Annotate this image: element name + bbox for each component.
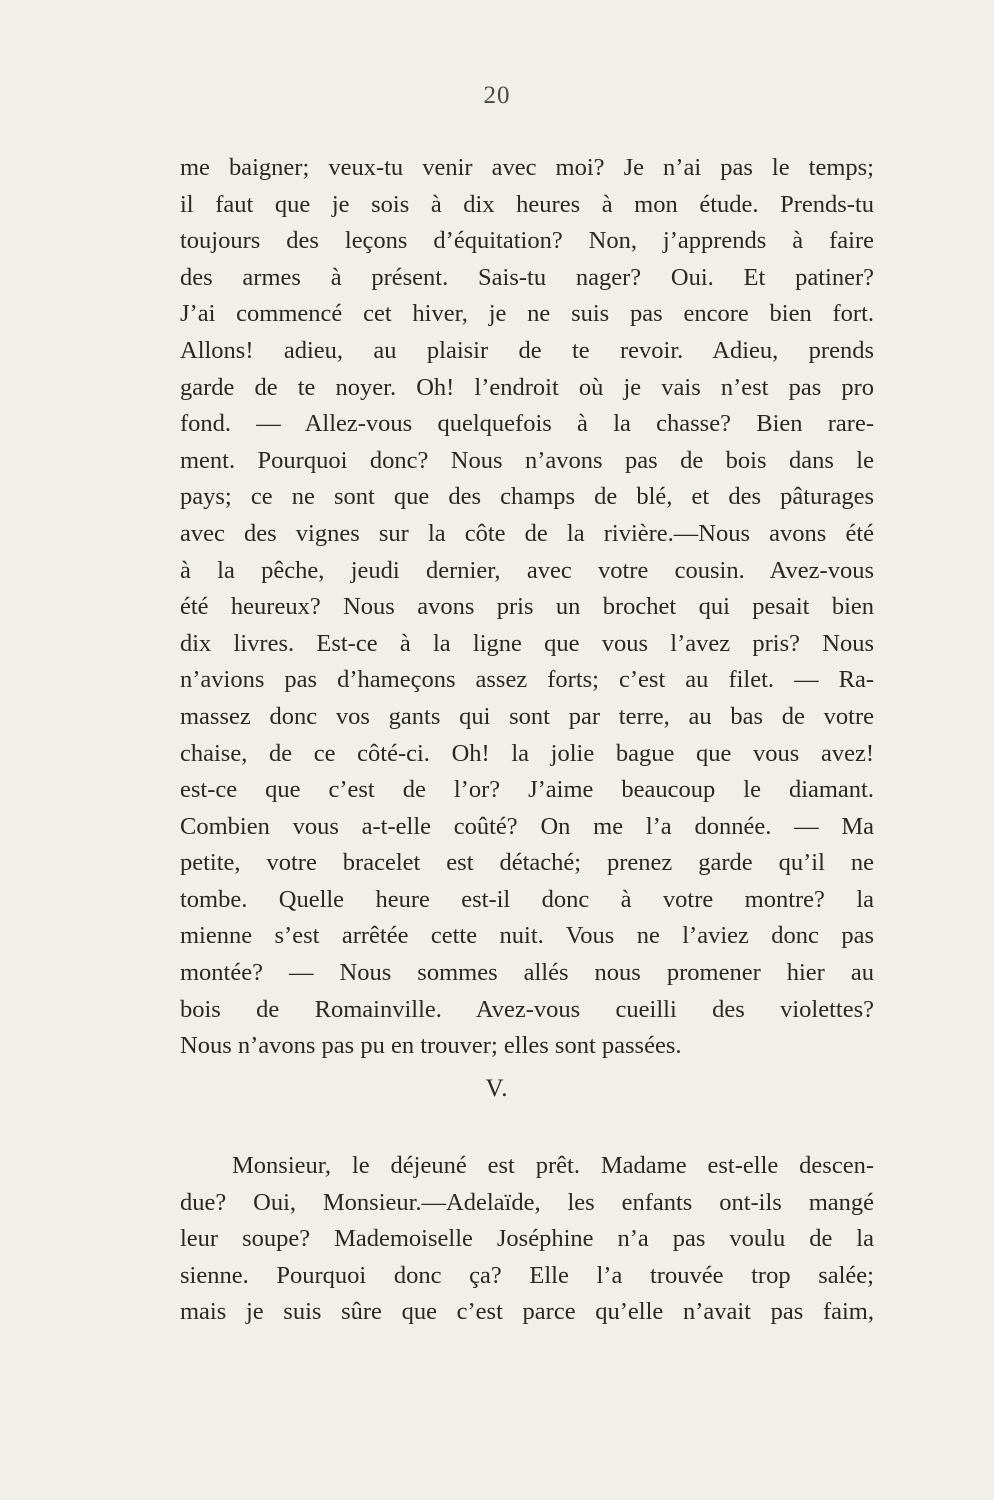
text-line: été heureux? Nous avons pris un brochet qui pesait bien [180,593,874,621]
text-line: due? Oui, Monsieur.—Adelaïde, les enfants ont-ils mangé [180,1188,874,1216]
text-line: n’avions pas d’hameçons assez forts; c’est au filet. — Ra- [180,666,874,694]
text-line: montée? — Nous sommes allés nous promener hier au [180,959,874,987]
text-line: avec des vignes sur la côte de la rivière.—Nous avons été [180,519,874,547]
text-line: pays; ce ne sont que des champs de blé, et des pâturages [180,483,874,511]
text-line: leur soupe? Mademoiselle Joséphine n’a pas voulu de la [180,1225,874,1253]
text-line: petite, votre bracelet est détaché; prenez garde qu’il ne [180,849,874,877]
text-line: dix livres. Est-ce à la ligne que vous l’avez pris? Nous [180,629,874,657]
text-line: est-ce que c’est de l’or? J’aime beaucoup le diamant. [180,776,874,804]
text-line: me baigner; veux-tu venir avec moi? Je n’ai pas le temps; [180,154,874,181]
text-line: J’ai commencé cet hiver, je ne suis pas encore bien fort. [180,300,874,328]
text-line: toujours des leçons d’équitation? Non, j’apprends à faire [180,227,874,255]
dialogue-paragraph-2 [180,1148,874,1331]
page-number: 20 [483,82,511,109]
text-line: sienne. Pourquoi donc ça? Elle l’a trouvée trop salée; [180,1261,874,1289]
text-line: garde de te noyer. Oh! l’endroit où je vais n’est pas pro [180,373,874,401]
text-line: il faut que je sois à dix heures à mon étude. Prends-tu [180,190,874,218]
text-line: mienne s’est arrêtée cette nuit. Vous ne l’aviez donc pas [180,922,874,950]
section-heading: V. [485,1075,509,1102]
text-line: des armes à présent. Sais-tu nager? Oui. Et patiner? [180,263,874,291]
text-line: massez donc vos gants qui sont par terre, au bas de votre [180,702,874,730]
text-line: mais je suis sûre que c’est parce qu’elle n’avait pas faim, [180,1298,874,1326]
text-line: fond. — Allez-vous quelquefois à la chasse? Bien rare- [180,410,874,438]
text-line: tombe. Quelle heure est-il donc à votre montre? la [180,885,874,913]
text-line: à la pêche, jeudi dernier, avec votre cousin. Avez-vous [180,556,874,584]
text-line: bois de Romainville. Avez-vous cueilli des violettes? [180,995,874,1023]
text-line: ment. Pourquoi donc? Nous n’avons pas de bois dans le [180,446,874,474]
dialogue-paragraph [180,150,874,1065]
text-line: Nous n’avons pas pu en trouver; elles sont passées. [180,1032,682,1060]
text-line: Monsieur, le déjeuné est prêt. Madame est-elle descen- [232,1152,874,1179]
text-line: Allons! adieu, au plaisir de te revoir. Adieu, prends [180,336,874,364]
text-line: Combien vous a-t-elle coûté? On me l’a donnée. — Ma [180,812,874,840]
text-line: chaise, de ce côté-ci. Oh! la jolie bague que vous avez! [180,739,874,767]
